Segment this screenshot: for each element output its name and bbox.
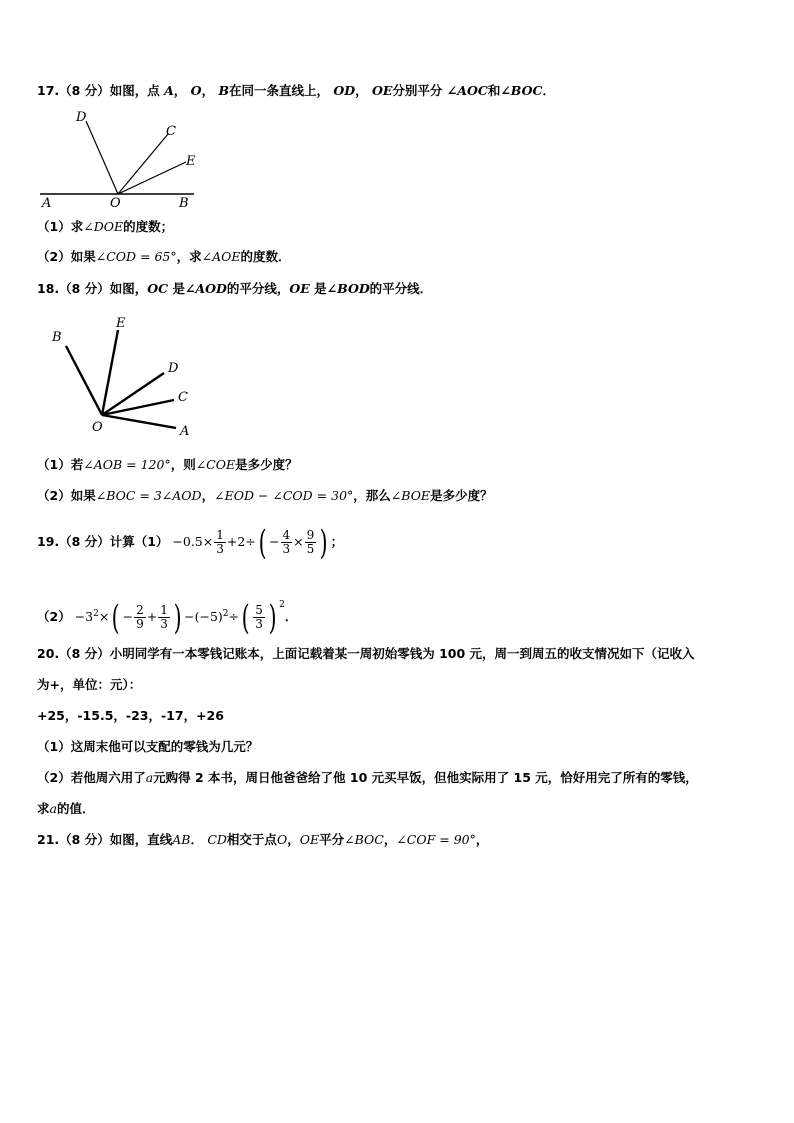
fraction xyxy=(214,529,226,556)
expr-part: × xyxy=(98,609,110,624)
q17-text: 分别平分 xyxy=(392,83,443,98)
part-label: （1） xyxy=(37,457,71,472)
expr-part: −0.5× xyxy=(172,534,214,549)
denominator: 5 xyxy=(306,542,315,556)
q18-text: 的平分线， xyxy=(226,281,290,296)
var-a: a xyxy=(49,801,57,816)
label-d: D xyxy=(168,361,179,376)
var-a: a xyxy=(145,770,154,785)
q20-text: （2）若他周六用了 xyxy=(37,770,146,785)
exponent: 2 xyxy=(279,600,285,610)
q18-text: ，则 xyxy=(170,457,196,472)
label-c: C xyxy=(178,390,188,405)
q19-number: 19. xyxy=(37,534,60,549)
q17-text: 如图，点 xyxy=(109,83,160,98)
q18-part1 xyxy=(37,456,764,474)
point-o: O xyxy=(190,83,202,98)
label-b: B xyxy=(52,330,62,345)
ray-oe: OE xyxy=(289,281,310,296)
fraction xyxy=(253,604,265,631)
ray-oe: OE xyxy=(299,832,320,847)
expr-part: − xyxy=(269,534,280,549)
sep: ， xyxy=(201,83,215,98)
eq-boc: ∠BOC = 3∠AOD xyxy=(95,488,202,503)
fraction xyxy=(158,604,170,631)
q18-score: （8 分） xyxy=(59,281,110,296)
ray-oc-line xyxy=(118,134,168,194)
label-d: D xyxy=(76,110,87,125)
expr-part: + xyxy=(146,609,158,624)
q20-text: 求 xyxy=(37,801,50,816)
eq-cof: ∠COF = 90° xyxy=(396,832,476,847)
q18-text: 是 xyxy=(314,281,327,296)
q18-text: 如图， xyxy=(109,281,148,296)
point-a: A xyxy=(164,83,174,98)
q21-score: （8 分） xyxy=(59,832,110,847)
q19-part2 xyxy=(37,583,764,639)
point-b: B xyxy=(218,83,230,98)
angle-boe: ∠BOE xyxy=(390,488,431,503)
right-paren: ) xyxy=(173,597,182,638)
q19-score: （8 分） xyxy=(59,534,110,549)
angle-doe: ∠DOE xyxy=(83,219,124,234)
q19-text: 计算（1） xyxy=(109,534,169,549)
angle-aod: ∠AOD xyxy=(184,281,227,296)
exponent: 2 xyxy=(222,608,229,619)
q17-text: 求 xyxy=(70,219,84,234)
sep: ， xyxy=(201,488,215,503)
q17-figure xyxy=(36,104,206,210)
numerator: 5 xyxy=(255,603,263,617)
exponent: 2 xyxy=(93,608,99,619)
part-label: （2） xyxy=(37,488,71,503)
q20-text: 的值． xyxy=(56,801,95,816)
line-cd: CD xyxy=(207,832,227,847)
label-e: E xyxy=(186,154,196,169)
q17-text: 的度数． xyxy=(240,249,291,264)
eq-aob: ∠AOB = 120° xyxy=(83,457,171,472)
numerator: 1 xyxy=(216,528,224,542)
part-label: （2） xyxy=(37,249,71,264)
q18-text: ，那么 xyxy=(353,488,391,503)
expr-part: ÷ xyxy=(228,609,239,624)
label-b: B xyxy=(179,196,189,210)
part-label: （2） xyxy=(37,609,71,624)
left-paren: ( xyxy=(241,597,250,638)
q17-text: 在同一条直线上， xyxy=(229,83,330,98)
q17-text: 如果 xyxy=(70,249,96,264)
q18-text: 如果 xyxy=(70,488,96,503)
q20-line1 xyxy=(37,645,764,663)
q20-line2: 为+，单位：元）： xyxy=(37,677,142,692)
expr-part: +2÷ xyxy=(226,534,256,549)
angle-bod: ∠BOD xyxy=(326,281,370,296)
sep: ， xyxy=(383,832,397,847)
q18-stem xyxy=(37,280,764,298)
expr-part: − xyxy=(122,609,134,624)
right-paren: ) xyxy=(268,597,277,638)
q17-text: ，求 xyxy=(176,249,202,264)
label-a: A xyxy=(180,424,190,439)
q21-text: ， xyxy=(475,832,489,847)
numerator: 1 xyxy=(160,603,168,617)
q17-text: 和 xyxy=(487,83,501,98)
ray-oe-line xyxy=(102,330,118,415)
eq-eod: ∠EOD − ∠COD = 30° xyxy=(214,488,354,503)
denominator: 3 xyxy=(282,542,291,556)
label-o: O xyxy=(110,196,121,210)
sep: ， xyxy=(355,83,368,98)
q21-text: 相交于点 xyxy=(226,832,277,847)
right-paren: ) xyxy=(319,522,328,563)
numerator: 9 xyxy=(306,528,315,542)
fraction xyxy=(305,529,317,556)
q18-text: 若 xyxy=(70,457,84,472)
q17-part1 xyxy=(37,218,764,236)
numerator: 4 xyxy=(282,528,291,542)
denominator: 3 xyxy=(160,617,168,631)
ray-oa-line xyxy=(102,415,176,428)
q17-number: 17. xyxy=(37,83,60,98)
q20-score: （8 分） xyxy=(59,646,110,661)
label-c: C xyxy=(166,124,176,139)
q19-text: ． xyxy=(284,609,298,624)
q21-number: 21. xyxy=(37,832,60,847)
expr-part: −(−5) xyxy=(184,609,223,624)
q20-part1: （1）这周末他可以支配的零钱为几元？ xyxy=(37,739,259,754)
angle-boc: ∠BOC xyxy=(344,832,384,847)
label-a: A xyxy=(42,196,52,210)
q20-part2-cont xyxy=(37,800,764,818)
fraction xyxy=(281,529,293,556)
ray-ob-line xyxy=(66,346,102,415)
q19-part1 xyxy=(37,522,764,562)
q18-number: 18. xyxy=(37,281,60,296)
q17-stem xyxy=(37,82,764,100)
q17-text: ． xyxy=(542,83,555,98)
label-e: E xyxy=(116,316,126,331)
q18-text: 是 xyxy=(172,281,185,296)
ray-oe: OE xyxy=(372,83,393,98)
q18-text: 是多少度？ xyxy=(235,457,298,472)
point-o: O xyxy=(276,832,288,847)
q17-part2 xyxy=(37,248,764,266)
ray-oc: OC xyxy=(147,281,169,296)
expr-part: −3 xyxy=(74,609,94,624)
numerator: 2 xyxy=(136,603,144,617)
expr-part: × xyxy=(293,534,304,549)
angle-aoe: ∠AOE xyxy=(201,249,241,264)
q18-figure xyxy=(46,312,206,444)
q21-stem xyxy=(37,831,764,849)
sep: ， xyxy=(287,832,300,847)
q18-text: 是多少度？ xyxy=(430,488,493,503)
q21-text: 平分 xyxy=(319,832,345,847)
q21-text: 如图，直线 xyxy=(109,832,173,847)
eq-cod: ∠COD = 65° xyxy=(95,249,177,264)
sep: ． xyxy=(190,832,203,847)
left-paren: ( xyxy=(258,522,267,563)
part-label: （1） xyxy=(37,219,71,234)
q17-score: （8 分） xyxy=(59,83,110,98)
label-o: O xyxy=(92,420,103,435)
fraction xyxy=(134,604,146,631)
denominator: 3 xyxy=(255,617,263,631)
ray-od: OD xyxy=(333,83,356,98)
q18-text: 的平分线． xyxy=(369,281,433,296)
angle-aoc: ∠AOC xyxy=(446,83,488,98)
q20-text: 元购得 2 本书，周日他爸爸给了他 10 元买早饭，但他实际用了 15 元，恰好用完了所有的零钱， xyxy=(153,770,698,785)
q17-text: 的度数； xyxy=(123,219,174,234)
denominator: 9 xyxy=(136,617,144,631)
q19-text: ； xyxy=(330,534,344,549)
sep: ， xyxy=(173,83,187,98)
q18-part2 xyxy=(37,487,764,505)
q20-part2 xyxy=(37,769,764,787)
angle-coe: ∠COE xyxy=(195,457,236,472)
left-paren: ( xyxy=(111,597,120,638)
denominator: 3 xyxy=(216,542,224,556)
q20-values: +25，-15.5，-23，-17，+26 xyxy=(37,708,224,723)
q20-number: 20. xyxy=(37,646,60,661)
line-ab: AB xyxy=(172,832,191,847)
angle-boc: ∠BOC xyxy=(500,83,543,98)
q20-text: 小明同学有一本零钱记账本，上面记载着某一周初始零钱为 100 元，周一到周五的收支情况如下（记收入 xyxy=(109,646,695,661)
ray-oe-line xyxy=(118,162,186,194)
ray-od-line xyxy=(86,121,118,194)
